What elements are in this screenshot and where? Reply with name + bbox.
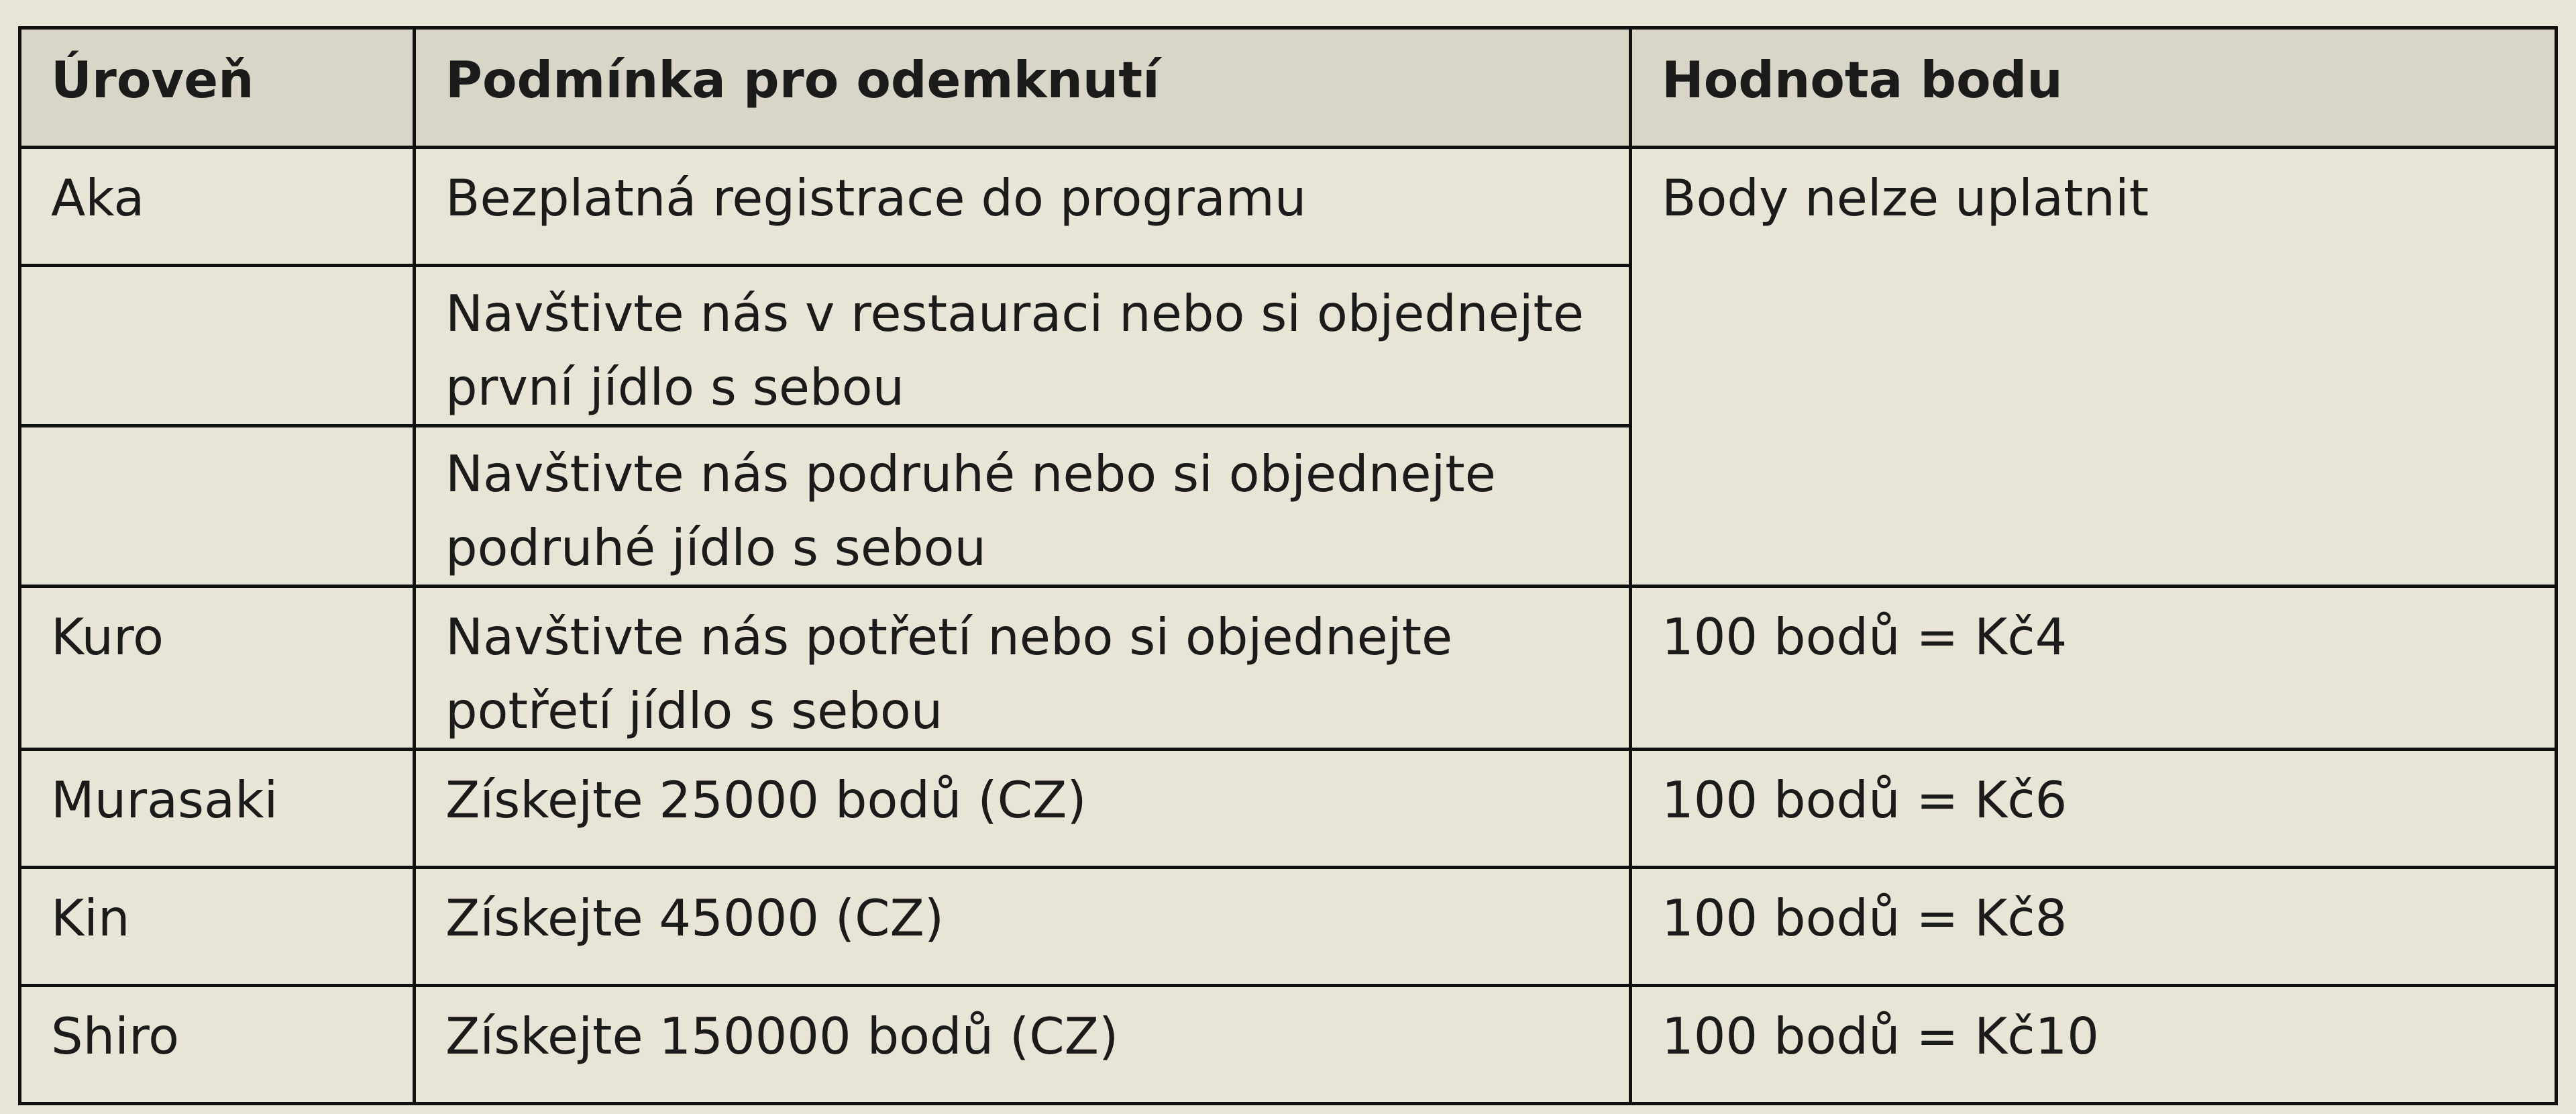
cell-condition: Navštivte nás v restauraci nebo si objednejte první jídlo s sebou	[415, 266, 1631, 426]
cell-value: 100 bodů = Kč4	[1631, 587, 2557, 750]
cell-level: Shiro	[20, 986, 415, 1104]
table-row	[20, 986, 2557, 1104]
table-row	[20, 750, 2557, 868]
cell-level	[20, 266, 415, 426]
cell-condition: Navštivte nás podruhé nebo si objednejte podruhé jídlo s sebou	[415, 426, 1631, 587]
table-row	[20, 148, 2557, 266]
header-level: Úroveň	[20, 28, 415, 148]
header-value: Hodnota bodu	[1631, 28, 2557, 148]
table-row	[20, 587, 2557, 750]
cell-level: Kin	[20, 868, 415, 986]
table-header-row	[20, 28, 2557, 148]
cell-level: Murasaki	[20, 750, 415, 868]
cell-condition: Získejte 45000 (CZ)	[415, 868, 1631, 986]
table-row	[20, 868, 2557, 986]
cell-level	[20, 426, 415, 587]
cell-value: 100 bodů = Kč10	[1631, 986, 2557, 1104]
cell-condition: Navštivte nás potřetí nebo si objednejte potřetí jídlo s sebou	[415, 587, 1631, 750]
loyalty-levels-table-container	[18, 26, 2558, 1105]
cell-value: 100 bodů = Kč8	[1631, 868, 2557, 986]
cell-level: Kuro	[20, 587, 415, 750]
cell-value: Body nelze uplatnit	[1631, 148, 2557, 587]
cell-level: Aka	[20, 148, 415, 266]
cell-value: 100 bodů = Kč6	[1631, 750, 2557, 868]
cell-condition: Získejte 25000 bodů (CZ)	[415, 750, 1631, 868]
loyalty-levels-table	[18, 26, 2558, 1105]
header-condition: Podmínka pro odemknutí	[415, 28, 1631, 148]
cell-condition: Získejte 150000 bodů (CZ)	[415, 986, 1631, 1104]
cell-condition: Bezplatná registrace do programu	[415, 148, 1631, 266]
